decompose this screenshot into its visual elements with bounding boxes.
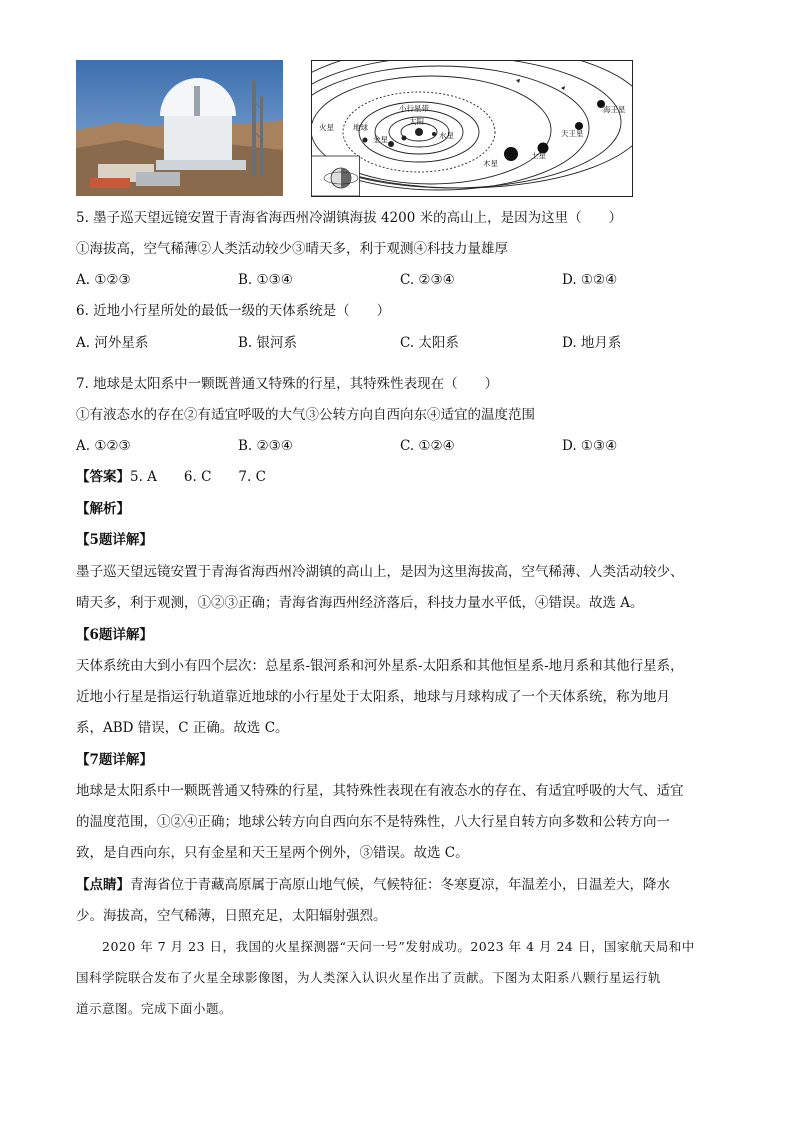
q5-stem: 5. 墨子巡天望远镜安置于青海省海西州冷湖镇海拔 4200 米的高山上，是因为这里（ ） <box>76 210 623 226</box>
q6-option-b[interactable]: B. 银河系 <box>238 335 298 351</box>
tip-tag: 【点睛】 <box>76 877 130 893</box>
label-venus: 金星 <box>373 135 388 144</box>
detail6-line-3: 系，ABD 错误，C 正确。故选 C。 <box>76 720 289 736</box>
label-sun: 太阳 <box>409 117 424 126</box>
q5-conditions: ①海拔高，空气稀薄②人类活动较少③晴天多，利于观测④科技力量雄厚 <box>76 241 508 257</box>
detail5-tag: 【5题详解】 <box>76 532 153 548</box>
answer-line <box>76 468 266 486</box>
label-neptune: 海王星 <box>603 105 626 114</box>
earth-moon-inset <box>312 156 360 196</box>
q5-option-d[interactable]: D. ①②④ <box>562 272 618 288</box>
answer-text: 5. A 6. C 7. C <box>130 469 266 485</box>
answer-tag: 【答案】 <box>76 469 130 485</box>
q6-option-d[interactable]: D. 地月系 <box>562 335 622 351</box>
q7-option-c[interactable]: C. ①②④ <box>400 438 455 454</box>
q7-option-a[interactable]: A. ①②③ <box>76 438 131 454</box>
q6-option-c[interactable]: C. 太阳系 <box>400 335 459 351</box>
label-jupiter: 木星 <box>483 159 498 168</box>
observatory-photo <box>76 60 283 196</box>
detail7-line-3: 致，是自西向东，只有金星和天王星两个例外，③错误。故选 C。 <box>76 845 469 861</box>
detail7-tag: 【7题详解】 <box>76 752 153 768</box>
solar-system-diagram <box>311 60 633 197</box>
q5-option-a[interactable]: A. ①②③ <box>76 272 131 288</box>
sun-icon <box>415 128 423 136</box>
q5-option-c[interactable]: C. ②③④ <box>400 272 455 288</box>
intro-line-1: 2020 年 7 月 23 日，我国的火星探测器“天问一号”发射成功。2023 年 4 月 24 日，国家航天局和中 <box>76 939 695 954</box>
analysis-tag: 【解析】 <box>76 501 130 517</box>
detail6-line-1: 天体系统由大到小有四个层次：总星系-银河系和河外星系-太阳系和其他恒星系-地月系和其他行星系， <box>76 658 684 674</box>
q6-option-a[interactable]: A. 河外星系 <box>76 335 149 351</box>
q7-option-b[interactable]: B. ②③④ <box>238 438 293 454</box>
detail5-line-1: 墨子巡天望远镜安置于青海省海西州冷湖镇的高山上，是因为这里海拔高，空气稀薄、人类活动较少、 <box>76 564 684 580</box>
detail7-line-2: 的温度范围，①②④正确；地球公转方向自西向东不是特殊性，八大行星自转方向多数和公转方向一 <box>76 814 670 830</box>
q7-option-d[interactable]: D. ①③④ <box>562 438 618 454</box>
q5-option-b[interactable]: B. ①③④ <box>238 272 293 288</box>
intro-line-3: 道示意图。完成下面小题。 <box>76 1001 233 1016</box>
q6-stem: 6. 近地小行星所处的最低一级的天体系统是（ ） <box>76 303 391 319</box>
tip-line-1 <box>76 876 670 894</box>
label-saturn: 土星 <box>531 151 546 160</box>
q7-stem: 7. 地球是太阳系中一颗既普通又特殊的行星，其特殊性表现在（ ） <box>76 376 499 392</box>
label-mars: 火星 <box>319 123 334 132</box>
intro-line-2: 国科学院联合发布了火星全球影像图，为人类深入认识火星作出了贡献。下图为太阳系八颗行星运行轨 <box>76 970 662 985</box>
detail7-line-1: 地球是太阳系中一颗既普通又特殊的行星，其特殊性表现在有液态水的存在、有适宜呼吸的大气、适宜 <box>76 783 684 799</box>
q7-conditions: ①有液态水的存在②有适宜呼吸的大气③公转方向自西向东④适宜的温度范围 <box>76 407 535 423</box>
label-mercury: 水星 <box>439 131 454 140</box>
detail5-line-2: 晴天多，利于观测，①②③正确；青海省海西州经济落后，科技力量水平低，④错误。故选 A。 <box>76 595 644 611</box>
label-earth: 地球 <box>353 123 368 132</box>
label-asteroid-belt: 小行星带 <box>399 104 429 113</box>
detail6-line-2: 近地小行星是指运行轨道靠近地球的小行星处于太阳系，地球与月球构成了一个天体系统，称为地月 <box>76 689 670 705</box>
detail6-tag: 【6题详解】 <box>76 627 153 643</box>
label-uranus: 天王星 <box>561 129 584 138</box>
tip-line-2: 少。海拔高，空气稀薄，日照充足，太阳辐射强烈。 <box>76 908 387 924</box>
tip-text-1: 青海省位于青藏高原属于高原山地气候，气候特征：冬寒夏凉，年温差小，日温差大，降水 <box>130 877 670 893</box>
